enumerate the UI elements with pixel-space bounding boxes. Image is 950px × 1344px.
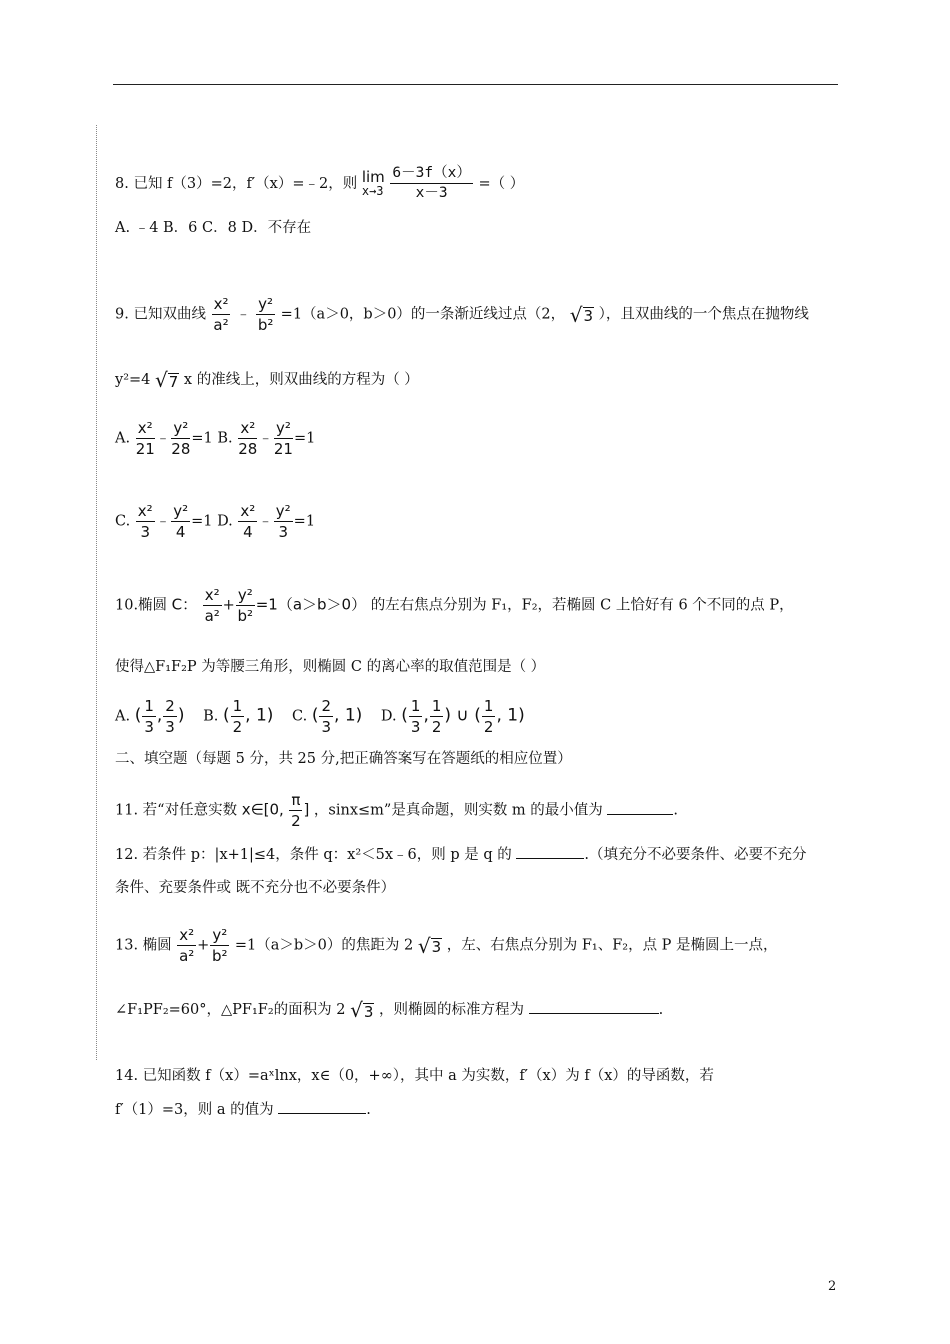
question-10: 10.椭圆 C： $\frac{\text{x²}}{\text{a²}}$ + $\frac{\text{y²}}{\text{b²}}$ =1（a＞b＞0） 的左右焦点分别为 F₁，F₂，若椭圆 C 上恰好有 6 个不同的点 P， [115,586,794,625]
q8-options: A. ﹣4 B．6 C．8 D．不存在 [115,220,312,236]
answer-blank[interactable] [278,1101,366,1114]
answer-blank[interactable] [529,1001,659,1014]
answer-blank[interactable] [516,846,584,859]
answer-blank[interactable] [607,802,673,815]
q12-line2: 条件、充要条件或 既不充分也不必要条件） [115,880,396,896]
question-12: 12. 若条件 p：|x+1|≤4，条件 q：x²＜5x﹣6，则 p 是 q 的 .（填充分不必要条件、必要不充分 [115,847,807,863]
question-11: 11. 若“对任意实数 x∈[0, $\frac{\pi}{2}$ ] ，sinx≤m”是真命题，则实数 m 的最小值为 . [115,791,679,830]
q8-text: 8. 已知 f（3）=2，f′（x）=﹣2，则 [115,175,358,192]
header-rule [113,84,838,85]
question-8: 8. 已知 f（3）=2，f′（x）=﹣2，则 lim x→3 $\frac{6-3f(x)}{x-3}$ =（ ） [115,165,525,201]
q13-line2: ∠F₁PF₂=60°，△PF₁F₂的面积为 2 √ 3 ，则椭圆的标准方程为 . [115,998,664,1022]
q9-line2: y²=4 √ 7 x 的准线上，则双曲线的方程为（ ） [115,368,419,392]
sqrt-symbol: √ 3 [350,998,374,1022]
binding-margin-line [96,125,97,1060]
page-number: 2 [828,1279,837,1294]
q8-limit: lim x→3 [361,168,385,199]
q9-options-ab: A. $\frac{\text{x²}}{21}$ ﹣ $\frac{\text{y²}}{28}$ =1 B. $\frac{\text{x²}}{28}$ ﹣ $\frac{\text{y²}}{21}$ =1 [115,419,316,458]
question-9: 9. 已知双曲线 $\frac{\text{x²}}{\text{a²}}$ ﹣ $\frac{\text{y²}}{\text{b²}}$ =1（a＞0，b＞0）的一条渐近线过点（2， √ 3 ），且双曲线的一个焦点在抛物线 [115,295,809,334]
q14-line2: f′（1）=3，则 a 的值为 . [115,1102,371,1118]
q8-fraction: $\frac{6-3f(x)}{x-3}$ [392,165,471,201]
q9-options-cd: C. $\frac{\text{x²}}{3}$ ﹣ $\frac{\text{y²}}{4}$ =1 D. $\frac{\text{x²}}{4}$ ﹣ $\frac{\text{y²}}{3}$ =1 [115,502,316,541]
q10-line2: 使得△F₁F₂P 为等腰三角形，则椭圆 C 的离心率的取值范围是（ ） [115,659,546,675]
sqrt-symbol: √ 7 [155,368,179,392]
sqrt-symbol: √ 3 [569,302,594,327]
question-13: 13. 椭圆 $\frac{\text{x²}}{\text{a²}}$ + $\frac{\text{y²}}{\text{b²}}$ =1（a＞b＞0）的焦距为 2 √ 3 ，左、右焦点分别为 F₁、F₂，点 P 是椭圆上一点， [115,926,778,965]
section-heading: 二、填空题（每题 5 分，共 25 分,把正确答案写在答题纸的相应位置） [115,751,572,767]
question-14: 14. 已知函数 f（x）=aˣlnx，x∈（0，+∞），其中 a 为实数，f′（x）为 f（x）的导函数，若 [115,1068,714,1084]
sqrt-symbol: √ 3 [417,933,442,958]
q10-options: A. ( $\frac{1}{3}$ , $\frac{2}{3}$ ) B. ( $\frac{1}{2}$ , 1) C. ( $\frac{2}{3}$ , 1) D. ( $\frac{1}{3}$ , $\frac{1}{2}$ ) ∪ ( $\frac{1}{2}$ , 1) [115,697,525,736]
